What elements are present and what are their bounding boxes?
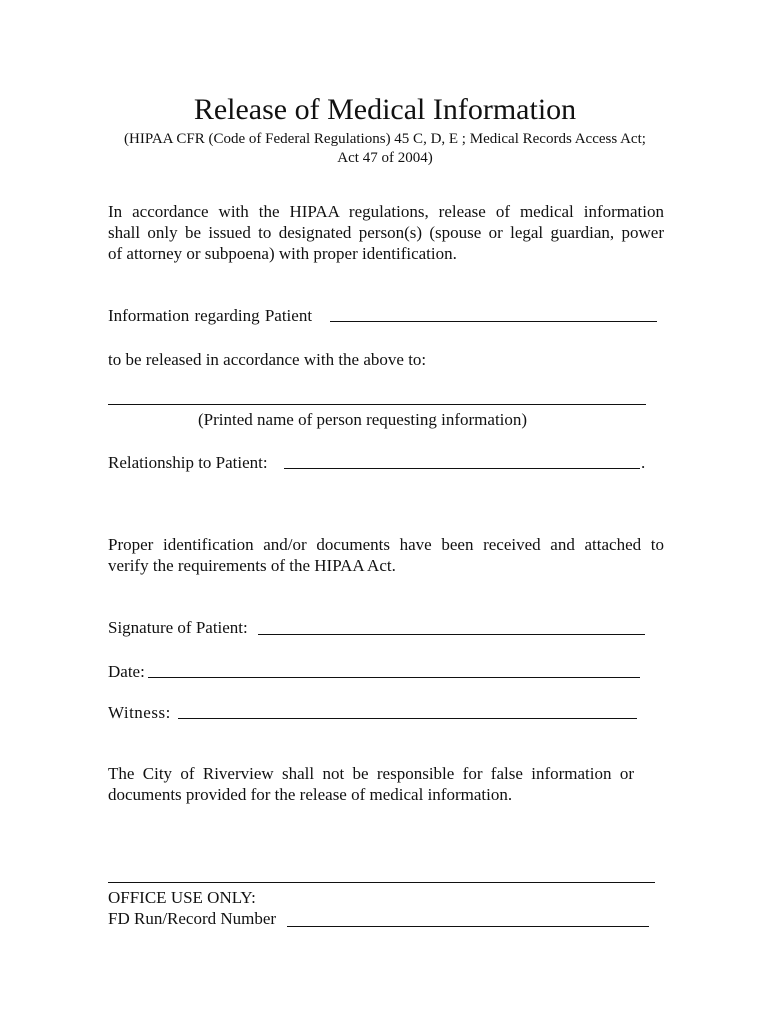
intro-line: shall only be issued to designated person(s) (spouse or legal guardian, power	[108, 223, 664, 242]
intro-line: In accordance with the HIPAA regulations, release of medical information	[108, 202, 664, 221]
date-label: Date:	[108, 662, 145, 681]
office-use-label: OFFICE USE ONLY:	[108, 888, 256, 907]
record-number-field[interactable]	[287, 926, 649, 927]
witness-field[interactable]	[178, 718, 637, 719]
verification-paragraph	[108, 534, 664, 576]
requester-name-field[interactable]	[108, 404, 646, 405]
info-regarding-label: Information regarding Patient	[108, 306, 313, 325]
patient-name-field[interactable]	[330, 321, 657, 322]
intro-paragraph	[108, 201, 664, 264]
subtitle-line-2: Act 47 of 2004)	[337, 150, 433, 166]
relationship-field[interactable]	[284, 468, 640, 469]
verification-line: Proper identification and/or documents have been received and attached to	[108, 535, 664, 554]
signature-field[interactable]	[258, 634, 645, 635]
date-field[interactable]	[148, 677, 640, 678]
signature-label: Signature of Patient:	[108, 618, 248, 637]
verification-line: verify the requirements of the HIPAA Act.	[108, 556, 396, 575]
disclaimer-line: The City of Riverview shall not be responsible for false information or	[108, 764, 634, 783]
printed-name-caption: (Printed name of person requesting information)	[198, 410, 528, 429]
relationship-label: Relationship to Patient:	[108, 453, 268, 472]
office-use-divider	[108, 882, 655, 883]
relationship-period: .	[641, 453, 646, 472]
record-number-label: FD Run/Record Number	[108, 909, 277, 928]
released-to-text: to be released in accordance with the above to:	[108, 350, 427, 369]
page-title: Release of Medical Information	[193, 93, 577, 126]
intro-line: of attorney or subpoena) with proper identification.	[108, 244, 457, 263]
disclaimer-paragraph	[108, 763, 634, 805]
witness-label: Witness:	[108, 703, 171, 722]
disclaimer-line: documents provided for the release of medical information.	[108, 785, 513, 804]
subtitle-line-1: (HIPAA CFR (Code of Federal Regulations) 45 C, D, E ; Medical Records Access Act;	[124, 131, 646, 147]
